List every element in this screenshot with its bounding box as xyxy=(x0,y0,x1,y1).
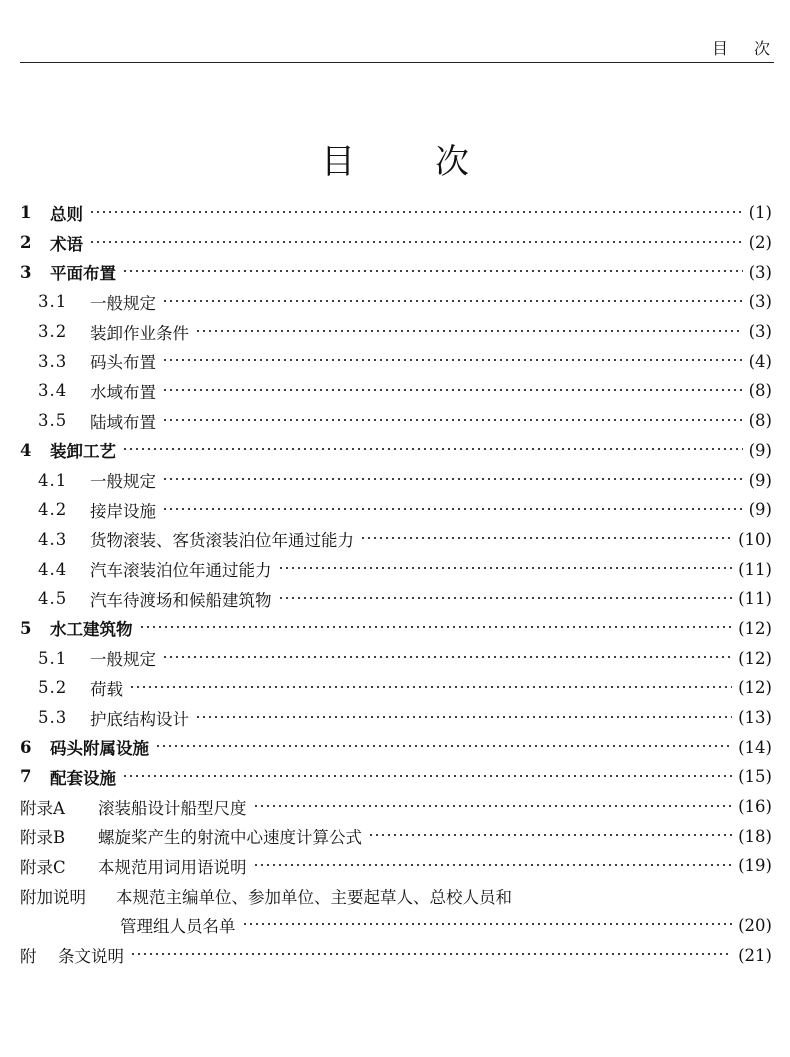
toc-entry-title: 总则 xyxy=(50,204,83,224)
dot-leader xyxy=(162,382,743,399)
toc-entry-title: 本规范主编单位、参加单位、主要起草人、总校人员和 xyxy=(116,887,512,907)
dot-leader xyxy=(242,916,733,933)
toc-entry-page: (4) xyxy=(748,351,772,371)
toc-entry[interactable] xyxy=(20,406,772,436)
toc-entry-title: 水域布置 xyxy=(90,382,156,402)
toc-entry[interactable] xyxy=(20,940,772,970)
toc-entry-number: 3.4 xyxy=(38,381,68,401)
toc-entry-page: (11) xyxy=(738,559,772,579)
toc-entry-page: (9) xyxy=(748,440,772,460)
dot-leader xyxy=(155,738,732,755)
toc-entry-number: 3.5 xyxy=(38,411,68,431)
toc-entry[interactable] xyxy=(20,228,772,258)
toc-entry[interactable] xyxy=(20,762,772,792)
toc-entry-title: 术语 xyxy=(50,234,83,254)
toc-entry-page: (21) xyxy=(738,945,772,965)
toc-entry-page: (1) xyxy=(748,203,772,223)
toc-entry-page: (20) xyxy=(738,915,772,935)
toc-entry-number: 5.1 xyxy=(38,648,68,668)
dot-leader xyxy=(122,768,732,785)
dot-leader xyxy=(368,827,732,844)
toc-entry-number: 6 xyxy=(20,737,32,757)
toc-entry[interactable] xyxy=(20,703,772,733)
dot-leader xyxy=(162,411,743,428)
toc-entry[interactable] xyxy=(20,881,772,911)
dot-leader xyxy=(162,293,743,310)
toc-entry-title: 护底结构设计 xyxy=(90,709,189,729)
toc-entry-page: (16) xyxy=(738,797,772,817)
dot-leader xyxy=(122,263,743,280)
toc-entry[interactable] xyxy=(20,436,772,466)
toc-entry-title: 螺旋桨产生的射流中心速度计算公式 xyxy=(98,828,362,848)
dot-leader xyxy=(139,619,733,636)
toc-entry[interactable] xyxy=(20,732,772,762)
toc-entry-number: 2 xyxy=(20,233,32,253)
toc-entry-number: 5 xyxy=(20,618,32,638)
toc-entry[interactable] xyxy=(20,792,772,822)
toc-entry[interactable] xyxy=(20,643,772,673)
toc-entry[interactable] xyxy=(20,525,772,555)
toc-entry-title: 装卸作业条件 xyxy=(90,323,189,343)
toc-entry-title: 陆域布置 xyxy=(90,412,156,432)
toc-entry-page: (8) xyxy=(748,381,772,401)
toc-entry[interactable] xyxy=(20,584,772,614)
toc-entry-title: 本规范用词用语说明 xyxy=(98,857,247,877)
toc-entry-number: 附录C xyxy=(20,857,66,877)
dot-leader xyxy=(278,560,733,577)
toc-entry-number: 3.2 xyxy=(38,322,68,342)
toc-entry-title: 货物滚装、客货滚装泊位年通过能力 xyxy=(90,531,354,551)
toc-entry-title: 装卸工艺 xyxy=(50,442,116,462)
toc-entry-number: 4.3 xyxy=(38,529,68,549)
dot-leader xyxy=(130,946,732,963)
dot-leader xyxy=(162,352,743,369)
toc-entry[interactable] xyxy=(20,317,772,347)
dot-leader xyxy=(129,679,732,696)
toc-entry-page: (9) xyxy=(748,500,772,520)
table-of-contents xyxy=(20,198,772,970)
toc-entry-page: (10) xyxy=(738,529,772,549)
toc-entry-number: 附录A xyxy=(20,798,65,818)
toc-entry-title: 配套设施 xyxy=(50,768,116,788)
header-rule xyxy=(20,62,774,63)
toc-entry-title: 一般规定 xyxy=(90,293,156,313)
toc-entry-number: 5.2 xyxy=(38,678,68,698)
toc-entry-page: (3) xyxy=(748,292,772,312)
running-header-left: 目 xyxy=(711,39,728,58)
toc-entry-title: 平面布置 xyxy=(50,264,116,284)
running-header xyxy=(712,36,770,59)
toc-entry[interactable] xyxy=(20,376,772,406)
toc-entry-title: 汽车滚装泊位年通过能力 xyxy=(90,561,272,581)
dot-leader xyxy=(278,590,733,607)
dot-leader xyxy=(253,857,733,874)
dot-leader xyxy=(162,471,743,488)
toc-entry[interactable] xyxy=(20,346,772,376)
toc-entry-page: (14) xyxy=(738,737,772,757)
dot-leader xyxy=(162,500,743,517)
toc-entry-page: (3) xyxy=(748,322,772,342)
dot-leader xyxy=(195,322,743,339)
toc-entry[interactable] xyxy=(20,851,772,881)
toc-entry-page: (9) xyxy=(748,470,772,490)
toc-entry-page: (18) xyxy=(738,826,772,846)
page-title xyxy=(0,134,790,183)
toc-entry[interactable] xyxy=(20,257,772,287)
toc-entry[interactable] xyxy=(20,198,772,228)
dot-leader xyxy=(195,708,732,725)
toc-entry-title: 码头布置 xyxy=(90,353,156,373)
toc-entry-page: (12) xyxy=(738,618,772,638)
toc-entry-number: 3.3 xyxy=(38,351,68,371)
toc-entry-page: (19) xyxy=(738,856,772,876)
toc-entry-page: (11) xyxy=(738,589,772,609)
page-title-right: 次 xyxy=(435,142,469,182)
toc-entry-page: (8) xyxy=(748,411,772,431)
running-header-right: 次 xyxy=(753,39,770,58)
toc-entry[interactable] xyxy=(20,287,772,317)
toc-entry-number: 附 xyxy=(20,947,37,967)
toc-entry[interactable] xyxy=(20,465,772,495)
page-title-left: 目 xyxy=(321,142,355,182)
toc-entry-page: (2) xyxy=(748,233,772,253)
toc-entry-page: (12) xyxy=(738,648,772,668)
toc-entry-title: 汽车待渡场和候船建筑物 xyxy=(90,590,272,610)
dot-leader xyxy=(89,233,743,250)
toc-entry-number: 5.3 xyxy=(38,708,68,728)
toc-entry-number: 附录B xyxy=(20,828,66,848)
toc-entry-page: (3) xyxy=(748,262,772,282)
dot-leader xyxy=(89,204,743,221)
toc-entry-number: 4.2 xyxy=(38,500,68,520)
toc-entry-number: 3.1 xyxy=(38,292,68,312)
toc-entry-page: (12) xyxy=(738,678,772,698)
toc-entry[interactable] xyxy=(20,554,772,584)
toc-entry-number: 4.5 xyxy=(38,589,68,609)
toc-entry-page: (15) xyxy=(738,767,772,787)
toc-entry-title: 一般规定 xyxy=(90,472,156,492)
toc-entry-number: 4.1 xyxy=(38,470,68,490)
dot-leader xyxy=(122,441,743,458)
toc-entry-title: 条文说明 xyxy=(58,947,124,967)
toc-entry[interactable] xyxy=(20,673,772,703)
dot-leader xyxy=(360,530,732,547)
toc-entry-title: 水工建筑物 xyxy=(50,620,133,640)
toc-entry[interactable] xyxy=(20,614,772,644)
toc-entry[interactable] xyxy=(20,495,772,525)
toc-entry-title: 接岸设施 xyxy=(90,501,156,521)
dot-leader xyxy=(162,649,732,666)
toc-entry-number: 3 xyxy=(20,262,32,282)
toc-entry-number: 4 xyxy=(20,440,32,460)
toc-entry-page: (13) xyxy=(738,708,772,728)
toc-entry-title: 滚装船设计船型尺度 xyxy=(98,798,247,818)
toc-entry-title: 一般规定 xyxy=(90,650,156,670)
toc-entry[interactable] xyxy=(20,911,772,941)
toc-entry-number: 4.4 xyxy=(38,559,68,579)
dot-leader xyxy=(253,797,733,814)
toc-entry-title: 管理组人员名单 xyxy=(120,917,236,937)
toc-entry-title: 码头附属设施 xyxy=(50,739,149,759)
toc-entry-number: 1 xyxy=(20,203,32,223)
toc-entry-title: 荷载 xyxy=(90,679,123,699)
toc-entry[interactable] xyxy=(20,821,772,851)
toc-entry-number: 附加说明 xyxy=(20,887,86,907)
toc-entry-number: 7 xyxy=(20,767,32,787)
